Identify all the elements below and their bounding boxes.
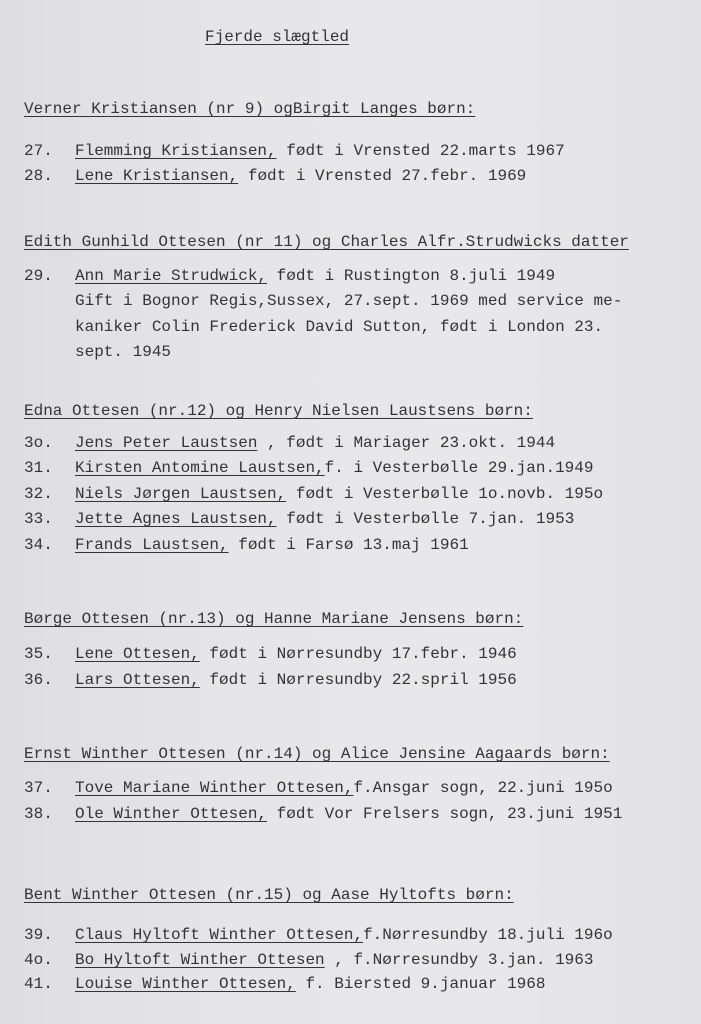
section-heading: Ernst Winther Ottesen (nr.14) og Alice Jensine Aagaards børn: <box>24 745 610 763</box>
child-entry <box>24 805 622 823</box>
entry-number: 39. <box>24 926 53 944</box>
child-entry <box>24 459 593 477</box>
entry-details: født i Vrensted 22.marts 1967 <box>276 142 565 160</box>
entry-name: Lene Ottesen, <box>75 645 200 663</box>
entry-number: 27. <box>24 142 53 160</box>
entry-details: f. Biersted 9.januar 1968 <box>295 975 546 993</box>
entry-number: 38. <box>24 805 53 823</box>
child-entry <box>24 510 574 528</box>
section-heading: Børge Ottesen (nr.13) og Hanne Mariane Jensens børn: <box>24 610 524 628</box>
entry-name: Jens Peter Laustsen <box>75 434 258 452</box>
entry-number: 3o. <box>24 434 53 452</box>
entry-name: Niels Jørgen Laustsen, <box>75 485 287 503</box>
child-entry <box>24 926 613 944</box>
child-entry <box>24 975 545 993</box>
child-entry <box>24 951 593 969</box>
section-heading: Edith Gunhild Ottesen (nr 11) og Charles Alfr.Strudwicks datter <box>24 233 629 251</box>
entry-details: født i Vesterbølle 1o.novb. 195o <box>286 485 604 503</box>
child-entry <box>24 536 469 554</box>
child-entry <box>24 434 555 452</box>
entry-name: Jette Agnes Laustsen, <box>75 510 277 528</box>
entry-name: Louise Winther Ottesen, <box>75 975 296 993</box>
entry-name: Ole Winther Ottesen, <box>75 805 268 823</box>
child-entry <box>24 267 555 285</box>
section-heading: Verner Kristiansen (nr 9) ogBirgit Langes børn: <box>24 100 476 118</box>
entry-details: f. i Vesterbølle 29.jan.1949 <box>324 459 594 477</box>
entry-name: Kirsten Antomine Laustsen, <box>75 459 325 477</box>
entry-details: f.Nørresundby 18.juli 196o <box>363 926 613 944</box>
entry-number: 36. <box>24 671 53 689</box>
entry-number: 41. <box>24 975 53 993</box>
entry-name: Lene Kristiansen, <box>75 167 239 185</box>
entry-name: Frands Laustsen, <box>75 536 229 554</box>
entry-continuation: kaniker Colin Frederick David Sutton, født i London 23. <box>75 318 604 336</box>
entry-name: Ann Marie Strudwick, <box>75 267 268 285</box>
entry-number: 32. <box>24 485 53 503</box>
entry-number: 37. <box>24 779 53 797</box>
entry-number: 34. <box>24 536 53 554</box>
entry-number: 4o. <box>24 951 53 969</box>
child-entry <box>24 671 517 689</box>
entry-number: 31. <box>24 459 53 477</box>
entry-name: Lars Ottesen, <box>75 671 200 689</box>
entry-number: 33. <box>24 510 53 528</box>
entry-details: født i Farsø 13.maj 1961 <box>228 536 469 554</box>
section-heading: Edna Ottesen (nr.12) og Henry Nielsen Laustsens børn: <box>24 402 533 420</box>
entry-number: 29. <box>24 267 53 285</box>
entry-name: Claus Hyltoft Winther Ottesen, <box>75 926 364 944</box>
entry-details: født i Vesterbølle 7.jan. 1953 <box>276 510 575 528</box>
child-entry <box>24 485 603 503</box>
entry-continuation: sept. 1945 <box>75 343 172 361</box>
entry-number: 28. <box>24 167 53 185</box>
entry-details: født Vor Frelsers sogn, 23.juni 1951 <box>267 805 623 823</box>
child-entry <box>24 167 526 185</box>
entry-details: f.Ansgar sogn, 22.juni 195o <box>353 779 613 797</box>
child-entry <box>24 142 565 160</box>
entry-details: , f.Nørresundby 3.jan. 1963 <box>324 951 594 969</box>
entry-details: født i Vrensted 27.febr. 1969 <box>238 167 527 185</box>
entry-name: Bo Hyltoft Winther Ottesen <box>75 951 325 969</box>
child-entry <box>24 779 613 797</box>
entry-details: født i Rustington 8.juli 1949 <box>267 267 556 285</box>
entry-name: Tove Mariane Winther Ottesen, <box>75 779 354 797</box>
entry-continuation: Gift i Bognor Regis,Sussex, 27.sept. 1969 med service me- <box>75 292 623 310</box>
entry-number: 35. <box>24 645 53 663</box>
entry-name: Flemming Kristiansen, <box>75 142 277 160</box>
entry-details: født i Nørresundby 17.febr. 1946 <box>199 645 517 663</box>
entry-details: , født i Mariager 23.okt. 1944 <box>257 434 556 452</box>
page-title: Fjerde slægtled <box>205 28 350 46</box>
entry-details: født i Nørresundby 22.spril 1956 <box>199 671 517 689</box>
section-heading: Bent Winther Ottesen (nr.15) og Aase Hyltofts børn: <box>24 886 514 904</box>
child-entry <box>24 645 517 663</box>
